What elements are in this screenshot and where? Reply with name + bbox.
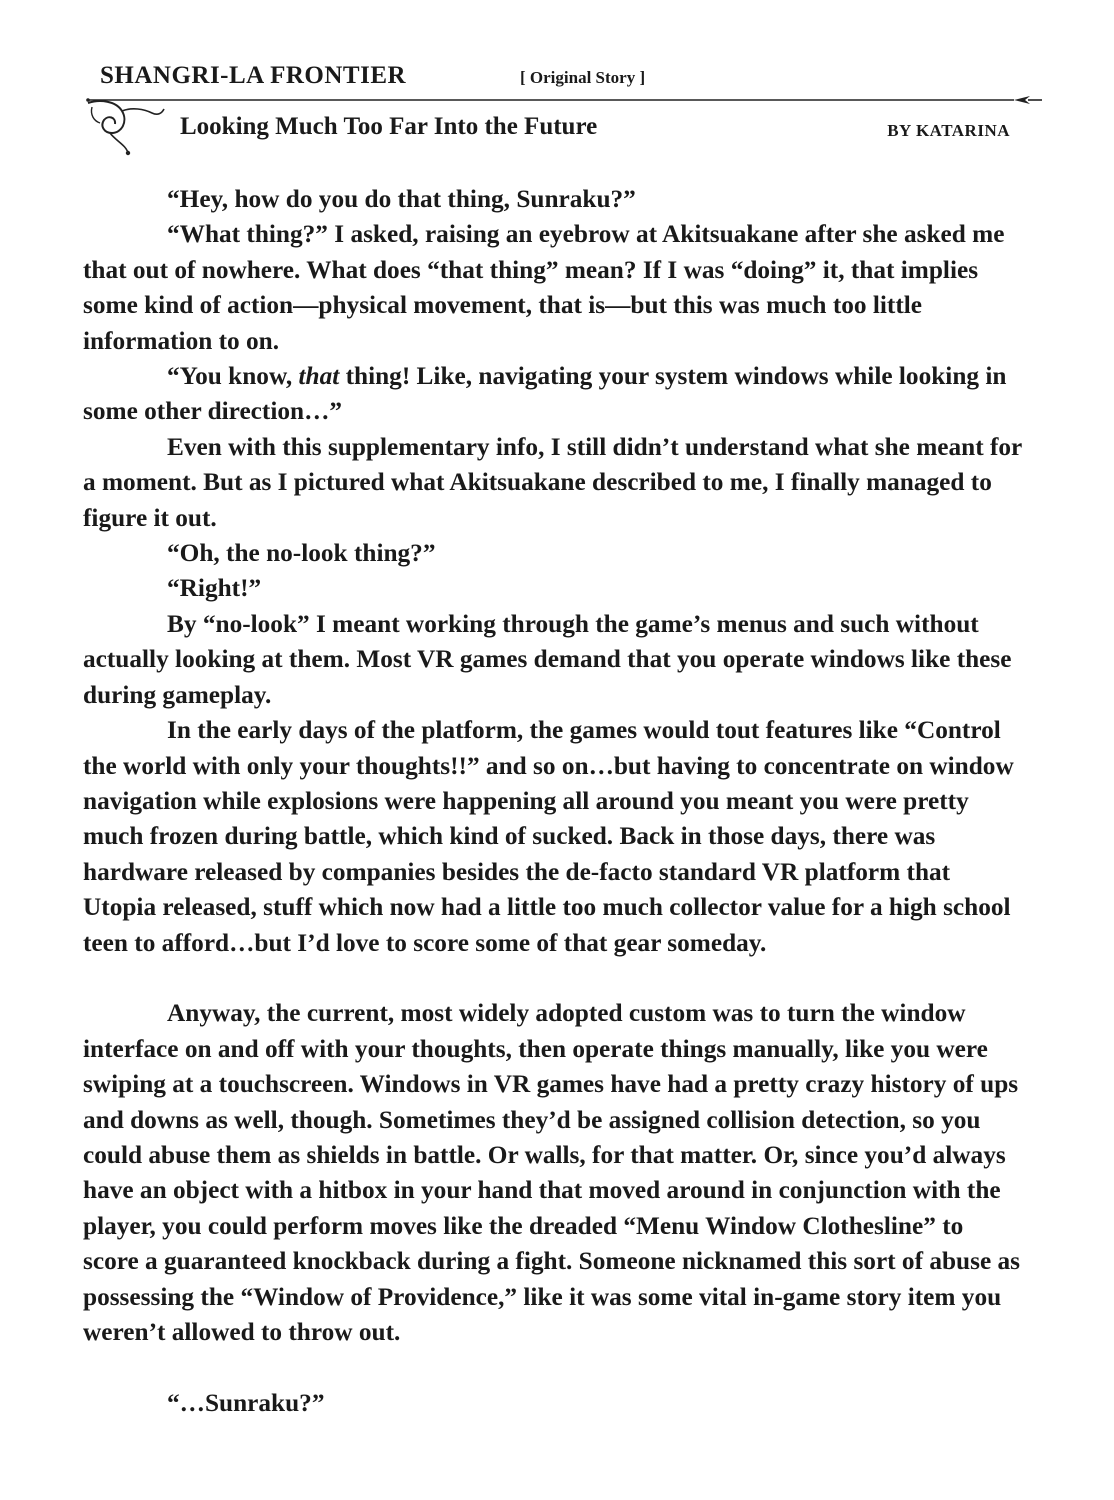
scroll-ornament-icon	[82, 95, 172, 157]
paragraph-4: Even with this supplementary info, I still didn’t understand what she meant for a moment. But as I pictured what Akitsuakane described to me, I finally managed to figure it out.	[83, 432, 1022, 532]
original-story-tag: [ Original Story ]	[520, 68, 646, 87]
paragraph-6: “Right!”	[167, 574, 262, 603]
header-rule	[84, 90, 1044, 110]
paragraph-1: “Hey, how do you do that thing, Sunraku?”	[167, 185, 636, 213]
paragraph-3-part-2: thing! Like, navigating your system windows while looking in some other direction…”	[83, 362, 1007, 426]
paragraph-2: “What thing?” I asked, raising an eyebrow at Akitsuakane after she asked me that out of nowhere. What does “that thing” mean? If I was “doing” it, that implies some kind of action—physical movement, that is—but this was much too little information to on.	[83, 220, 1005, 355]
paragraph-5: “Oh, the no-look thing?”	[167, 539, 436, 568]
paragraph-10: “…Sunraku?”	[167, 1388, 325, 1417]
byline: BY KATARINA	[887, 121, 1010, 140]
paragraph-3-part-1: “You know,	[167, 362, 299, 391]
series-title: SHANGRI-LA FRONTIER	[100, 62, 407, 89]
story-body	[83, 182, 1023, 1421]
story-title: Looking Much Too Far Into the Future	[180, 113, 598, 140]
emphasis-that: that	[298, 362, 340, 391]
paragraph-3	[83, 359, 1023, 430]
paragraph-9: Anyway, the current, most widely adopted custom was to turn the window interface on and off with your thoughts, then operate things manually, like you were swiping at a touchscreen. Windows in VR games have had a pretty crazy history of ups and downs as well, though. Sometimes they’d be assigned collision detection, so you could abuse them as shields in battle. Or walls, for that matter. Or, since you’d always have an object with a hitbox in your hand that moved around in conjunction with the player, you could perform moves like the dreaded “Menu Window Clothesline” to score a guaranteed knockback during a fight. Someone nicknamed this sort of abuse as possessing the “Window of Providence,” like it was some vital in-game story item you weren’t allowed to throw out.	[83, 999, 1020, 1346]
page-header	[0, 0, 1114, 170]
paragraph-7: By “no-look” I meant working through the game’s menus and such without actually looking at them. Most VR games demand that you operate windows like these during gameplay.	[83, 609, 1012, 709]
paragraph-8: In the early days of the platform, the games would tout features like “Control the world with only your thoughts!!” and so on…but having to concentrate on window navigation while explosions were happening all around you meant you were pretty much frozen during battle, which kind of sucked. Back in those days, there was hardware released by companies besides the de-facto standard VR platform that Utopia released, stuff which now had a little too much collector value for a high school teen to afford…but I’d love to score some of that gear someday.	[83, 716, 1014, 957]
